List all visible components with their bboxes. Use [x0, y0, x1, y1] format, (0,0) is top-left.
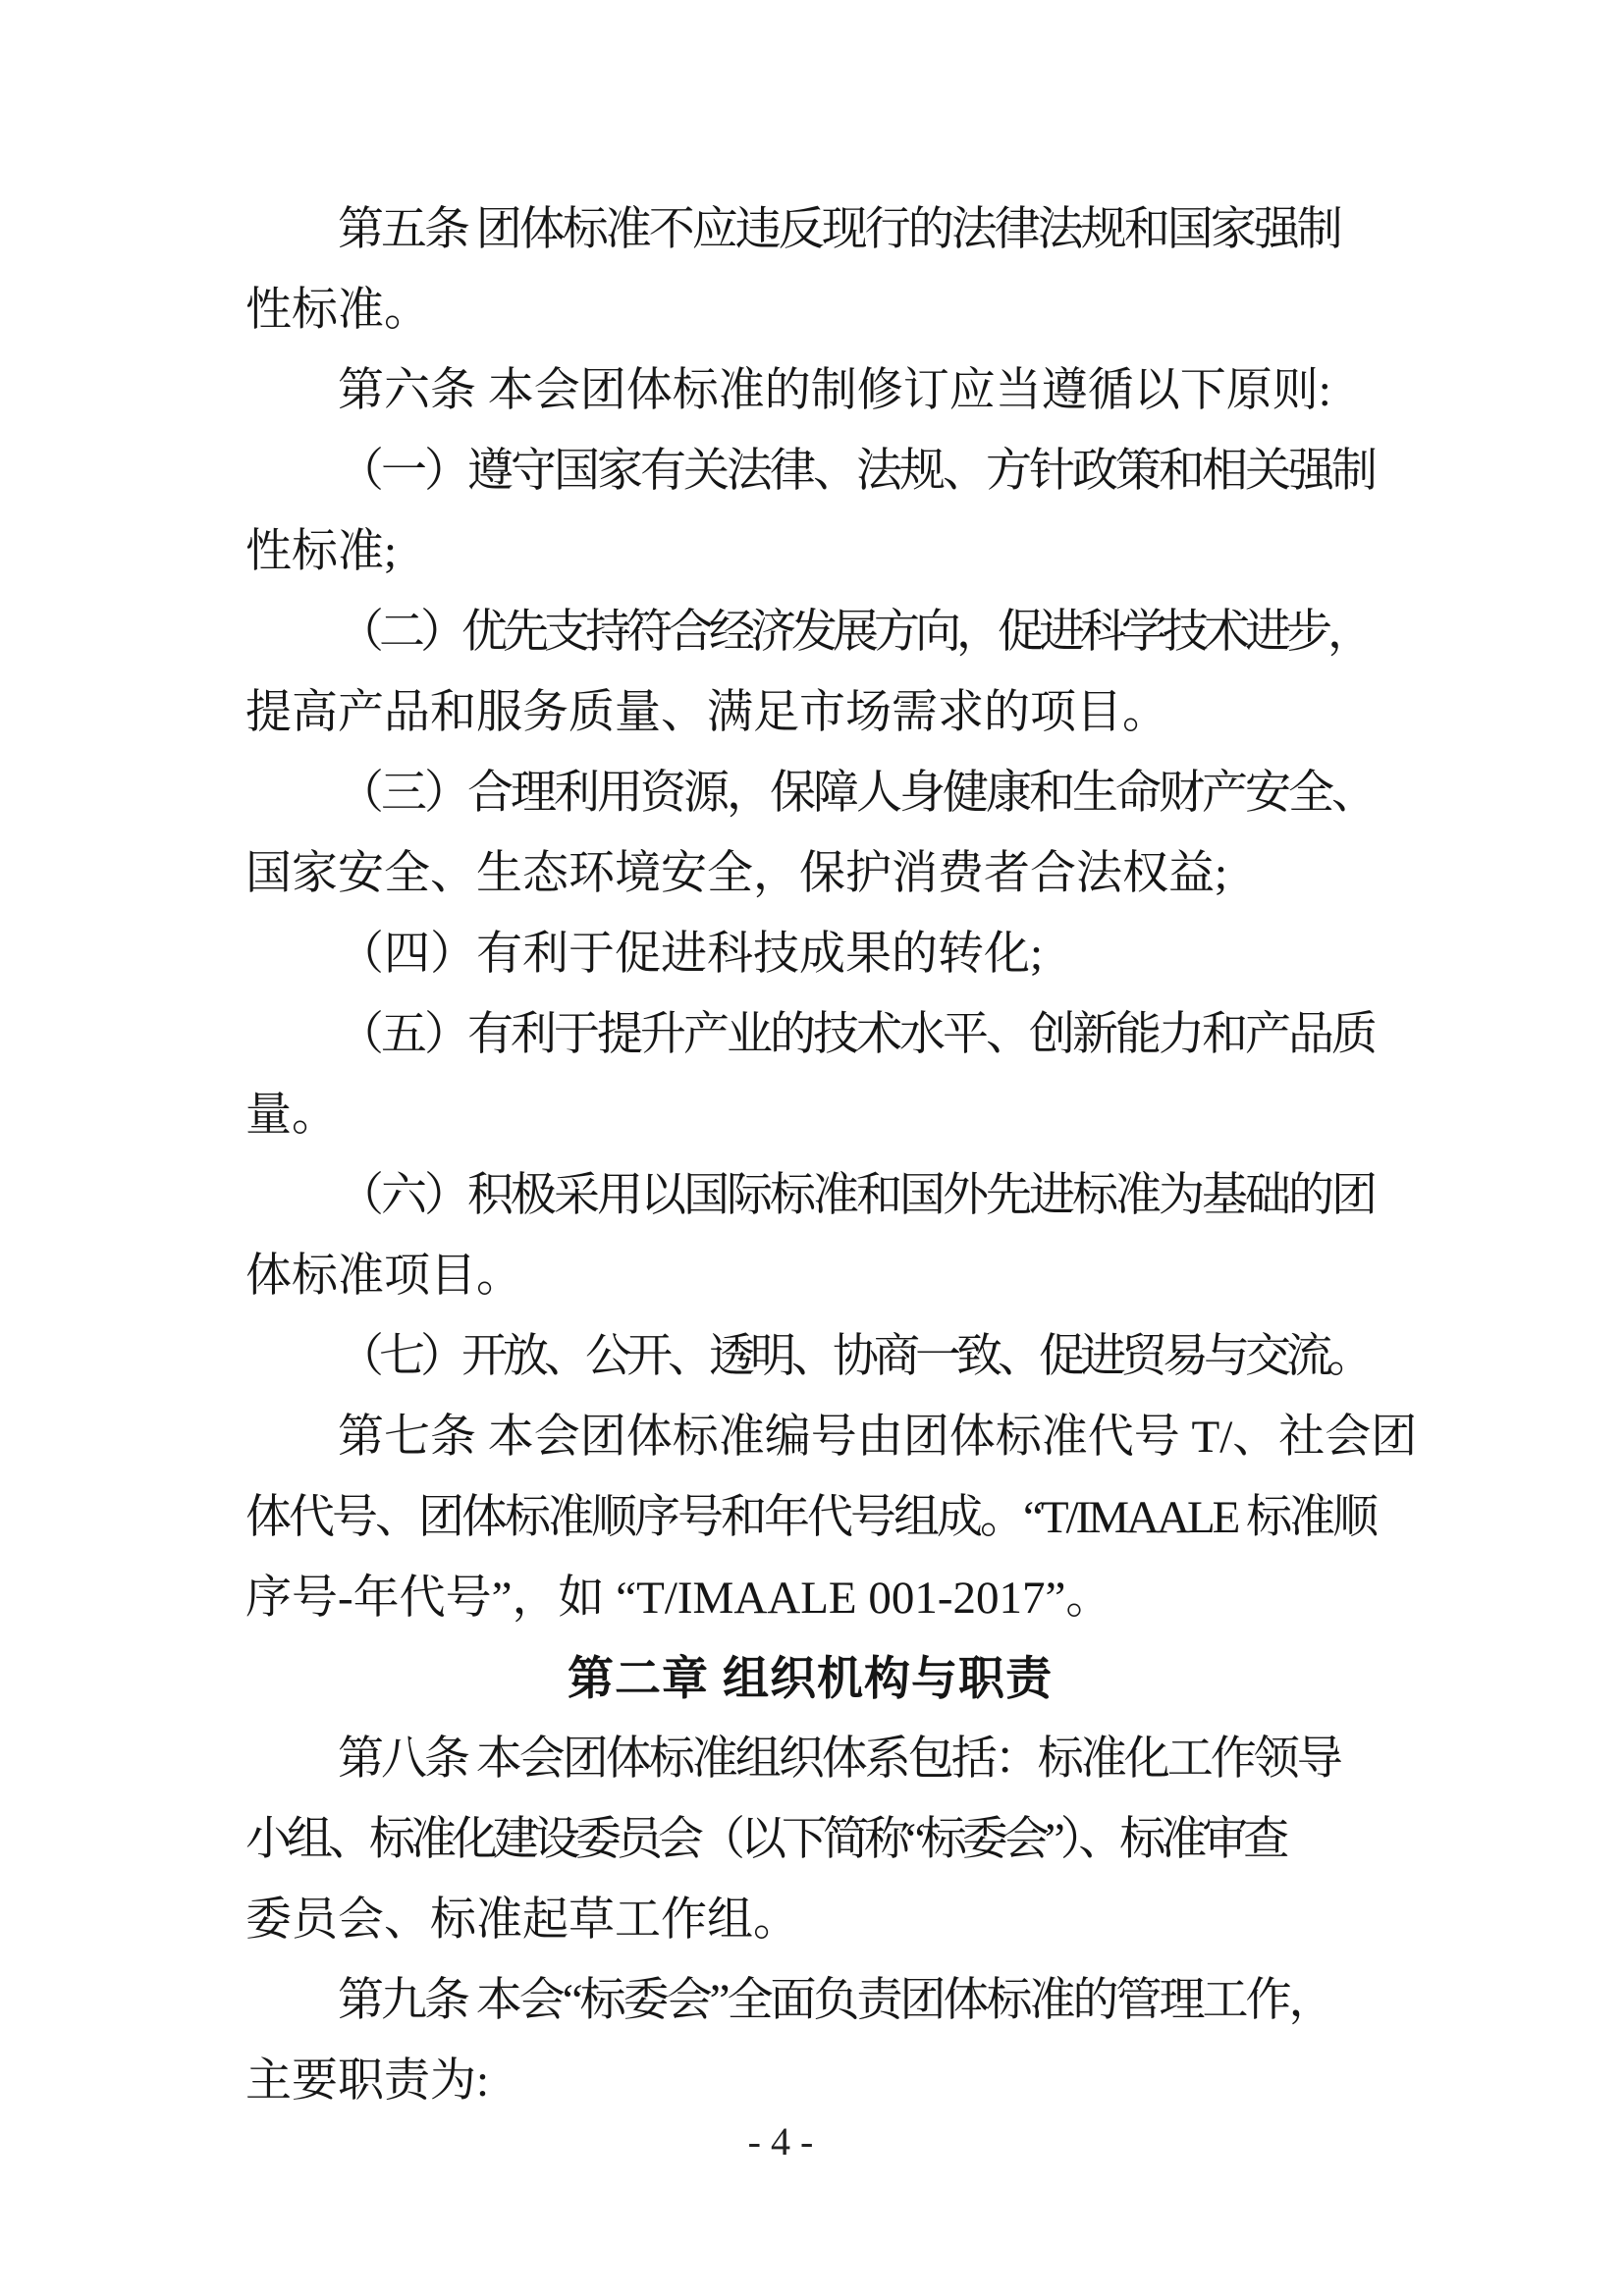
document-body: [245, 189, 1418, 2121]
doc-line-article6: 第六条 本会团体标准的制修订应当遵循以下原则:: [338, 365, 1331, 416]
doc-line: 性标准。: [245, 285, 430, 336]
doc-line-article5: 第五条 团体标准不应违反现行的法律法规和国家强制: [338, 204, 1340, 255]
doc-line: 国家安全、生态环境安全，保护消费者合法权益;: [245, 848, 1228, 899]
doc-line-item6: （六）积极采用以国际标准和国外先进标准为基础的团: [338, 1170, 1375, 1221]
doc-line: 主要职责为:: [245, 2056, 490, 2107]
doc-line: 量。: [245, 1090, 338, 1141]
doc-line: 小组、标准化建设委员会（以下简称“标委会”）、标准审查: [245, 1814, 1285, 1865]
doc-line-item2: （二）优先支持符合经济发展方向，促进科学技术进步，: [338, 607, 1369, 658]
doc-line-item7: （七）开放、公开、透明、协商一致、促进贸易与交流。: [338, 1331, 1369, 1382]
doc-line-article7: 第七条 本会团体标准编号由团体标准代号 T/、社会团: [338, 1412, 1418, 1463]
doc-line-item3: （三）合理利用资源，保障人身健康和生命财产安全、: [338, 768, 1375, 819]
doc-line: 提高产品和服务质量、满足市场需求的项目。: [245, 687, 1168, 738]
doc-line: 体标准项目。: [245, 1251, 522, 1302]
chapter-heading: 第二章 组织机构与职责: [567, 1652, 1054, 1704]
doc-line: 性标准;: [245, 526, 398, 577]
doc-line: 序号-年代号”，如 “T/IMAALE 001-2017”。: [245, 1573, 1112, 1624]
doc-line-item4: （四）有利于促进科技成果的转化;: [338, 929, 1044, 980]
doc-line: 委员会、标准起草工作组。: [245, 1895, 799, 1946]
doc-line-article9: 第九条 本会“标委会”全面负责团体标准的管理工作，: [338, 1975, 1332, 2026]
doc-line-article8: 第八条 本会团体标准组织体系包括：标准化工作领导: [338, 1734, 1340, 1785]
doc-line-item1: （一）遵守国家有关法律、法规、方针政策和相关强制: [338, 446, 1375, 497]
doc-line-item5: （五）有利于提升产业的技术水平、创新能力和产品质: [338, 1009, 1375, 1060]
page-number: - 4 -: [747, 2119, 814, 2163]
doc-line: 体代号、团体标准顺序号和年代号组成。“T/IMAALE 标准顺: [245, 1492, 1377, 1543]
